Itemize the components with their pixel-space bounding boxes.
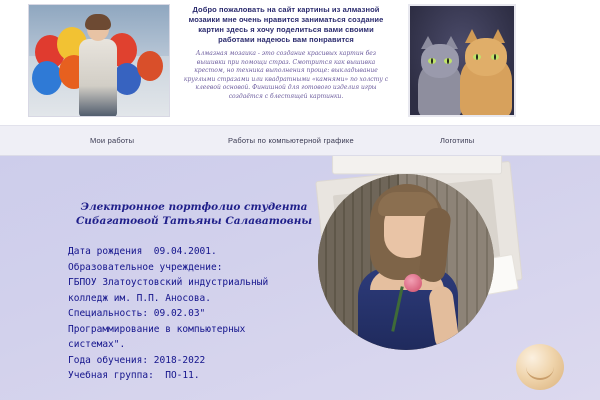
info-line-specialty-2: Программирование в компьютерных <box>68 323 246 335</box>
info-line-institution-label: Образовательное учреждение: <box>68 261 223 273</box>
photo-person <box>75 17 121 117</box>
info-line-specialty-1: Специальность: 09.02.03" <box>68 308 206 319</box>
welcome-subtitle: Алмазная мозаика - это создание красивых картин без вышивки при помощи страз. Смотрится как вышивка крестом, но техника выполнения проще: выкладывание круглыми стразами или квадратными «камнями» по холсту с клеевой основой. Финишной для готового изделия игры создаётся с блестящей картинки. <box>183 50 389 100</box>
photo-person-body <box>79 39 117 117</box>
site-header <box>0 0 600 125</box>
info-line-study-years: Года обучения: 2018-2022 <box>68 354 206 366</box>
cat-grey-eye-right <box>444 58 452 64</box>
photo-cats-diamond-mosaic <box>408 4 516 117</box>
info-line-institution-1: ГБПОУ Златоустовский индустриальный <box>68 277 269 288</box>
nav-item-computer-graphics[interactable]: Работы по компьютерной графике <box>228 136 354 145</box>
balloon-orange2-icon <box>137 51 163 81</box>
nav-item-my-works[interactable]: Мои работы <box>90 136 135 145</box>
photo-person-hair <box>85 14 111 30</box>
decorative-ball-seam <box>526 354 554 380</box>
decorative-box-lid <box>332 156 502 174</box>
photo-girl-with-balloons <box>28 4 170 117</box>
balloon-blue-icon <box>32 61 62 95</box>
welcome-text-block <box>182 5 390 117</box>
main-navigation <box>0 125 600 156</box>
student-info-block <box>68 244 314 384</box>
cat-ginger-eye-right <box>491 54 499 60</box>
cat-grey-pupil-left <box>431 58 433 64</box>
info-line-birthdate: Дата рождения 09.04.2001. <box>68 246 217 257</box>
cat-ginger <box>458 30 514 117</box>
page-title: Электронное портфолио студента Сибагатовой Татьяны Салаватовны <box>75 201 313 227</box>
nav-item-logos[interactable]: Логотипы <box>440 136 475 145</box>
cat-ginger-eye-left <box>473 54 481 60</box>
cat-grey <box>416 36 464 117</box>
cat-grey-pupil-right <box>447 58 449 64</box>
rose-icon <box>404 274 422 292</box>
main-content <box>0 156 600 400</box>
info-line-institution-2: колледж им. П.П. Аносова. <box>68 292 211 304</box>
cat-grey-eye-left <box>428 58 436 64</box>
info-line-group: Учебная группа: ПО-11. <box>68 370 200 381</box>
info-line-specialty-3: системах". <box>68 339 126 350</box>
cat-grey-head <box>421 44 459 78</box>
cat-ginger-head <box>465 38 507 76</box>
cat-ginger-pupil-left <box>476 54 478 60</box>
cat-ginger-pupil-right <box>494 54 496 60</box>
welcome-title: Добро пожаловать на сайт картины из алмазной мозаики мне очень нравится заниматься создание картин здесь я хочу поделиться вами своими работами надеюсь вам понравится <box>188 5 384 44</box>
photo-student-portrait <box>318 174 494 350</box>
